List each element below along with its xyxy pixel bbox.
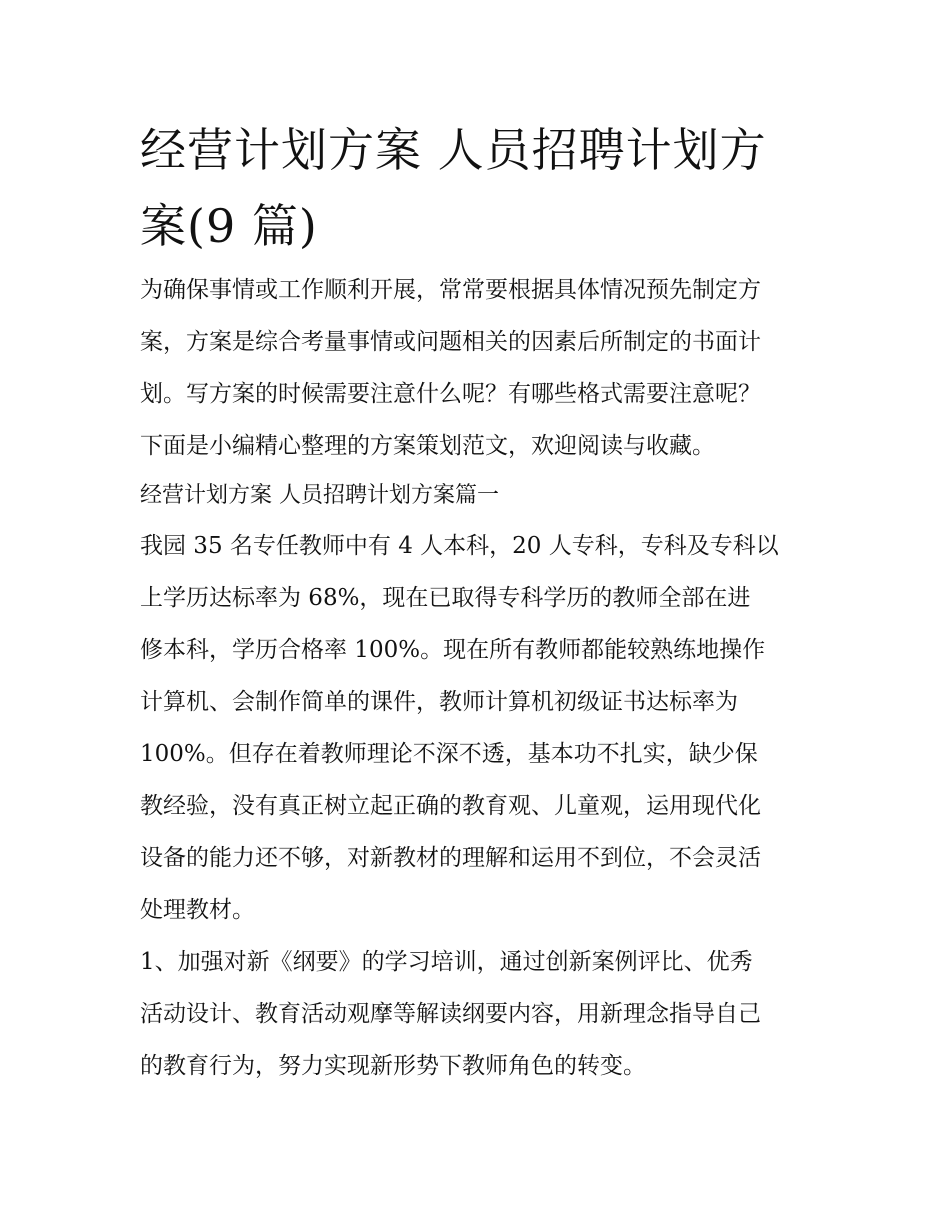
list-item-line: 1、加强对新《纲要》的学习培训，通过创新案例评比、优秀 [140, 949, 753, 975]
list-item-line: 的教育行为，努力实现新形势下教师角色的转变。 [140, 1053, 646, 1079]
body-line: 我园 35 名专任教师中有 4 人本科，20 人专科，专科及专科以 [140, 533, 779, 559]
body-line: 处理教材。 [140, 897, 255, 923]
intro-line: 为确保事情或工作顺利开展，常常要根据具体情况预先制定方 [140, 277, 761, 303]
intro-line: 下面是小编精心整理的方案策划范文，欢迎阅读与收藏。 [140, 433, 715, 459]
body-line: 修本科，学历合格率 100%。现在所有教师都能较熟练地操作 [140, 637, 766, 663]
body-paragraph [140, 520, 812, 936]
intro-line: 划。写方案的时候需要注意什么呢？有哪些格式需要注意呢？ [140, 381, 761, 407]
body-line: 上学历达标率为 68%，现在已取得专科学历的教师全部在进 [140, 585, 751, 611]
document-page [140, 112, 812, 1092]
document-title [140, 112, 812, 264]
body-line: 计算机、会制作简单的课件，教师计算机初级证书达标率为 [140, 689, 738, 715]
body-line: 教经验，没有真正树立起正确的教育观、儿童观，运用现代化 [140, 793, 761, 819]
body-line: 设备的能力还不够，对新教材的理解和运用不到位，不会灵活 [140, 845, 761, 871]
body-line: 100%。但存在着教师理论不深不透，基本功不扎实，缺少保 [140, 741, 758, 767]
intro-paragraph [140, 264, 812, 472]
list-item-1 [140, 936, 812, 1092]
list-item-line: 活动设计、教育活动观摩等解读纲要内容，用新理念指导自己 [140, 1001, 761, 1027]
title-line-2: 案(9 篇) [140, 199, 318, 253]
title-line-1: 经营计划方案 人员招聘计划方 [140, 123, 767, 177]
section-heading: 经营计划方案 人员招聘计划方案篇一 [140, 483, 499, 508]
intro-line: 案，方案是综合考量事情或问题相关的因素后所制定的书面计 [140, 329, 761, 355]
